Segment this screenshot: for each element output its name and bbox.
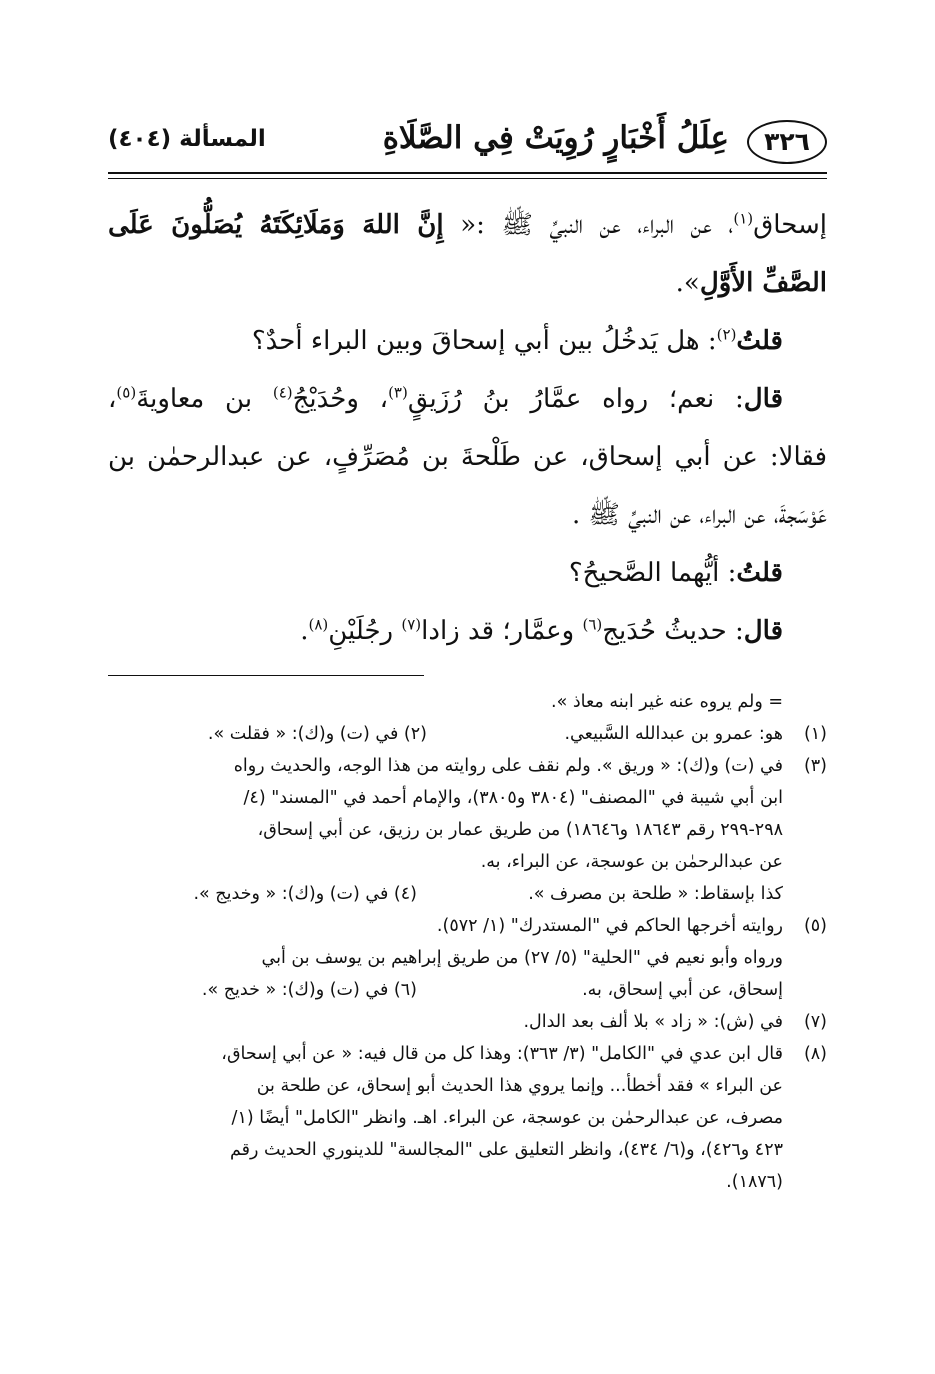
footnotes	[108, 686, 827, 1198]
speaker-label: قال	[743, 384, 783, 414]
main-text	[108, 196, 827, 660]
footnote-line: ٤٢٣ و٤٢٦)، و(٦/ ٤٣٤)، وانظر التعليق على "المجالسة" للدينوري الحديث رقم	[229, 1140, 783, 1160]
footnote-line: (١٨٧٦).	[726, 1172, 783, 1192]
text-span: : نعم؛ رواه عمَّارُ بنُ رُزَيقٍ	[407, 384, 744, 414]
footnote-text: (٢) في (ت) و(ك): « فقلت ».	[207, 724, 427, 744]
speaker-label: قلتُ	[736, 558, 783, 588]
footnote-number: (١)	[803, 724, 827, 744]
page-header	[108, 118, 827, 168]
footnote-text: قال ابن عدي في "الكامل" (٣/ ٣٦٣): وهذا كل من قال فيه: « عن أبي إسحاق،	[221, 1044, 783, 1064]
text-line: فقالا: عن أبي إسحاق، عن طَلْحةَ بن مُصَرِّفٍ، عن عبدالرحمٰن بن	[108, 442, 827, 472]
footnote-ref: (٢)	[716, 325, 737, 344]
running-title: عِلَلُ أَخْبَارٍ رُوِيَتْ فِي الصَّلَاةِ	[382, 120, 729, 156]
text-line	[108, 196, 827, 254]
text-line	[108, 544, 827, 602]
footnote-line: مصرف، عن عبدالرحمٰن بن عوسجة، عن البراء. اهـ. وانظر "الكامل" أيضًا (١/	[231, 1108, 783, 1128]
footnote-line: عن عبدالرحمٰن بن عوسجة، عن البراء، به.	[480, 852, 783, 872]
issue-number: المسألة (٤٠٤)	[108, 126, 266, 152]
text-span: ، وحُدَيْجُ	[292, 384, 389, 414]
footnote-ref: (١)	[733, 209, 754, 228]
text-line	[108, 312, 827, 370]
text-span: : حديثُ حُدَيج	[602, 616, 744, 646]
text-span: : أيُّهما الصَّحيحُ؟	[568, 558, 737, 588]
footnote-line	[108, 1006, 827, 1038]
footnote-ref: (٤)	[272, 383, 293, 402]
page-number: ٣٢٦	[747, 120, 827, 164]
footnote-number: (٧)	[803, 1012, 827, 1032]
speaker-label: قال	[743, 616, 783, 646]
header-rule	[108, 172, 827, 174]
footnote-text: (٦) في (ت) و(ك): « خديج ».	[201, 980, 417, 1000]
footnote-text: هو: عمرو بن عبدالله السَّبيعي.	[564, 724, 783, 744]
footnote-line	[108, 750, 827, 782]
footnote-text: في (ش): « زاد » بلا ألف بعد الدال.	[523, 1012, 783, 1032]
text-span: ، عن البراء، عن النبيِّ ﷺ :«	[443, 210, 734, 240]
text-span: وعمَّار؛ قد زادا	[421, 616, 583, 646]
footnote-separator	[108, 675, 424, 676]
footnote-number: (٣)	[803, 756, 827, 776]
footnote-ref: (٦)	[582, 615, 603, 634]
footnote-text: إسحاق، عن أبي إسحاق، به.	[582, 980, 783, 1000]
footnote-ref: (٧)	[401, 615, 422, 634]
text-span: ».	[675, 268, 700, 298]
footnote-line: ابن أبي شيبة في "المصنف" (٣٨٠٤ و٣٨٠٥)، والإمام أحمد في "المسند" (٤/	[243, 788, 783, 808]
footnote-ref: (٥)	[116, 383, 137, 402]
quran-quote: الصَّفِّ الأَوَّلِ	[699, 268, 827, 298]
footnote-number: (٥)	[803, 916, 827, 936]
footnote-line	[108, 974, 827, 1006]
text-span: : هل يَدخُلُ بين أبي إسحاقَ وبين البراء أحدٌ؟	[251, 326, 717, 356]
footnote-line	[108, 718, 827, 750]
footnote-line	[108, 878, 827, 910]
footnote-line: = ولم يروه عنه غير ابنه معاذ ».	[551, 692, 783, 712]
text-span: إسحاق	[753, 210, 827, 240]
text-line: عَوْسَجةَ، عن البراء، عن النبيِّ ﷺ .	[571, 500, 827, 530]
footnote-number: (٨)	[803, 1044, 827, 1064]
footnote-line: ٢٩٨-٢٩٩ رقم ١٨٦٤٣ و١٨٦٤٦) من طريق عمار بن رزيق، عن أبي إسحاق،	[257, 820, 783, 840]
footnote-text: (٤) في (ت) و(ك): « وخديج ».	[193, 884, 417, 904]
quran-quote: إِنَّ اللهَ وَمَلَائِكَتَهُ يُصَلُّونَ عَلَى	[108, 210, 444, 240]
footnote-text: كذا بإسقاط: « طلحة بن مصرف ».	[528, 884, 783, 904]
footnote-line	[108, 1038, 827, 1070]
footnote-text: في (ت) و(ك): « وريق ». ولم نقف على روايته من هذا الوجه، والحديث رواه	[233, 756, 783, 776]
text-line	[108, 370, 827, 428]
text-span: ،	[108, 384, 117, 414]
text-span: رجُلَيْنِ	[328, 616, 402, 646]
text-line	[108, 602, 827, 660]
text-span: .	[300, 616, 309, 646]
footnote-line: ورواه وأبو نعيم في "الحلية" (٥/ ٢٧) من طريق إبراهيم بن يوسف بن أبي	[261, 948, 783, 968]
footnote-ref: (٨)	[308, 615, 329, 634]
footnote-text: روايته أخرجها الحاكم في "المستدرك" (١/ ٥٧٢).	[436, 916, 783, 936]
speaker-label: قلتُ	[736, 326, 783, 356]
footnote-line: عن البراء » فقد أخطأ... وإنما يروي هذا الحديث أبو إسحاق، عن طلحة بن	[256, 1076, 783, 1096]
footnote-ref: (٣)	[388, 383, 408, 402]
text-span: بن معاويةَ	[136, 384, 273, 414]
text-line	[108, 254, 827, 312]
footnote-line	[108, 910, 827, 942]
header-rule-thin	[108, 178, 827, 179]
